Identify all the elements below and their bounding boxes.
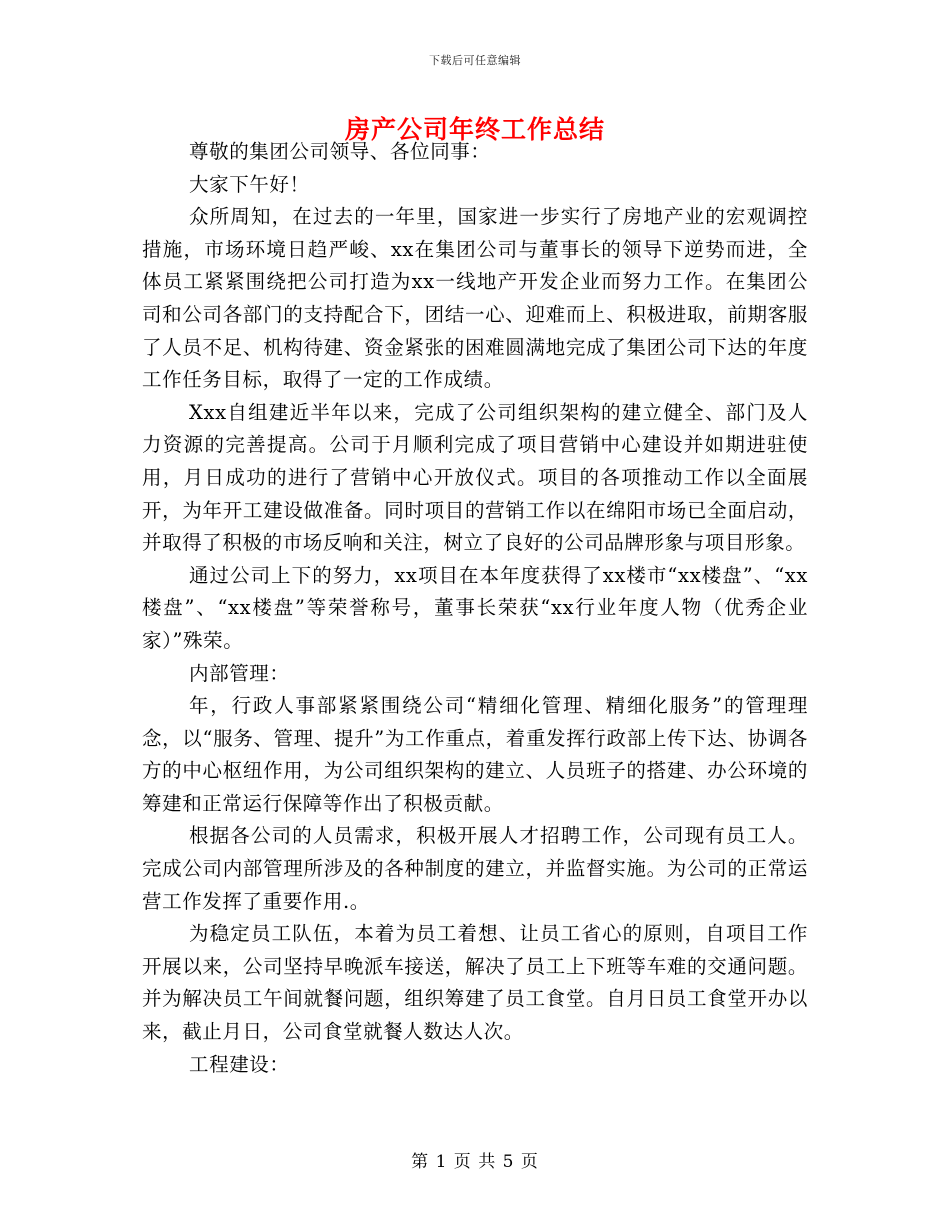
document-body (142, 136, 808, 1081)
page-footer: 第 1 页 共 5 页 (411, 1152, 539, 1172)
paragraph: 为稳定员工队伍，本着为员工着想、让员工省心的原则，自项目工作开展以来，公司坚持早晚派车接送，解决了员工上下班等车难的交通问题。并为解决员工午间就餐问题，组织筹建了员工食堂。自月日员工食堂开办以来，截止月日，公司食堂就餐人数达人次。 (142, 922, 808, 1044)
paragraph: 通过公司上下的努力，xx项目在本年度获得了xx楼市“xx楼盘”、“xx楼盘”、“xx楼盘”等荣誉称号，董事长荣获“xx行业年度人物（优秀企业家）”殊荣。 (142, 563, 808, 652)
paragraph-salutation: 尊敬的集团公司领导、各位同事： (189, 140, 491, 163)
paragraph-greeting: 大家下午好！ (189, 172, 310, 196)
document-title: 房产公司年终工作总结 (344, 115, 605, 144)
paragraph: 众所周知，在过去的一年里，国家进一步实行了房地产业的宏观调控措施，市场环境日趋严峻、xx在集团公司与董事长的领导下逆势而进，全体员工紧紧围绕把公司打造为xx一线地产开发企业而努力工作。在集团公司和公司各部门的支持配合下，团结一心、迎难而上、积极进取，前期客服了人员不足、机构待建、资金紧张的困难圆满地完成了集团公司下达的年度工作任务目标，取得了一定的工作成绩。 (142, 205, 808, 392)
paragraph: 年，行政人事部紧紧围绕公司“精细化管理、精细化服务”的管理理念，以“服务、管理、提升”为工作重点，着重发挥行政部上传下达、协调各方的中心枢纽作用，为公司组织架构的建立、人员班子的搭建、办公环境的筹建和正常运行保障等作出了积极贡献。 (142, 694, 808, 815)
section-heading: 内部管理： (189, 661, 290, 685)
page-header: 下载后可任意编辑 (429, 54, 521, 67)
paragraph: 根据各公司的人员需求，积极开展人才招聘工作，公司现有员工人。完成公司内部管理所涉及的各种制度的建立，并监督实施。为公司的正常运营工作发挥了重要作用.。 (142, 824, 808, 913)
section-heading: 工程建设： (189, 1052, 290, 1076)
paragraph: Xxx自组建近半年以来，完成了公司组织架构的建立健全、部门及人力资源的完善提高。公司于月顺利完成了项目营销中心建设并如期进驻使用，月日成功的进行了营销中心开放仪式。项目的各项推动工作以全面展开，为年开工建设做准备。同时项目的营销工作以在绵阳市场已全面启动，并取得了积极的市场反响和关注，树立了良好的公司品牌形象与项目形象。 (142, 400, 808, 555)
